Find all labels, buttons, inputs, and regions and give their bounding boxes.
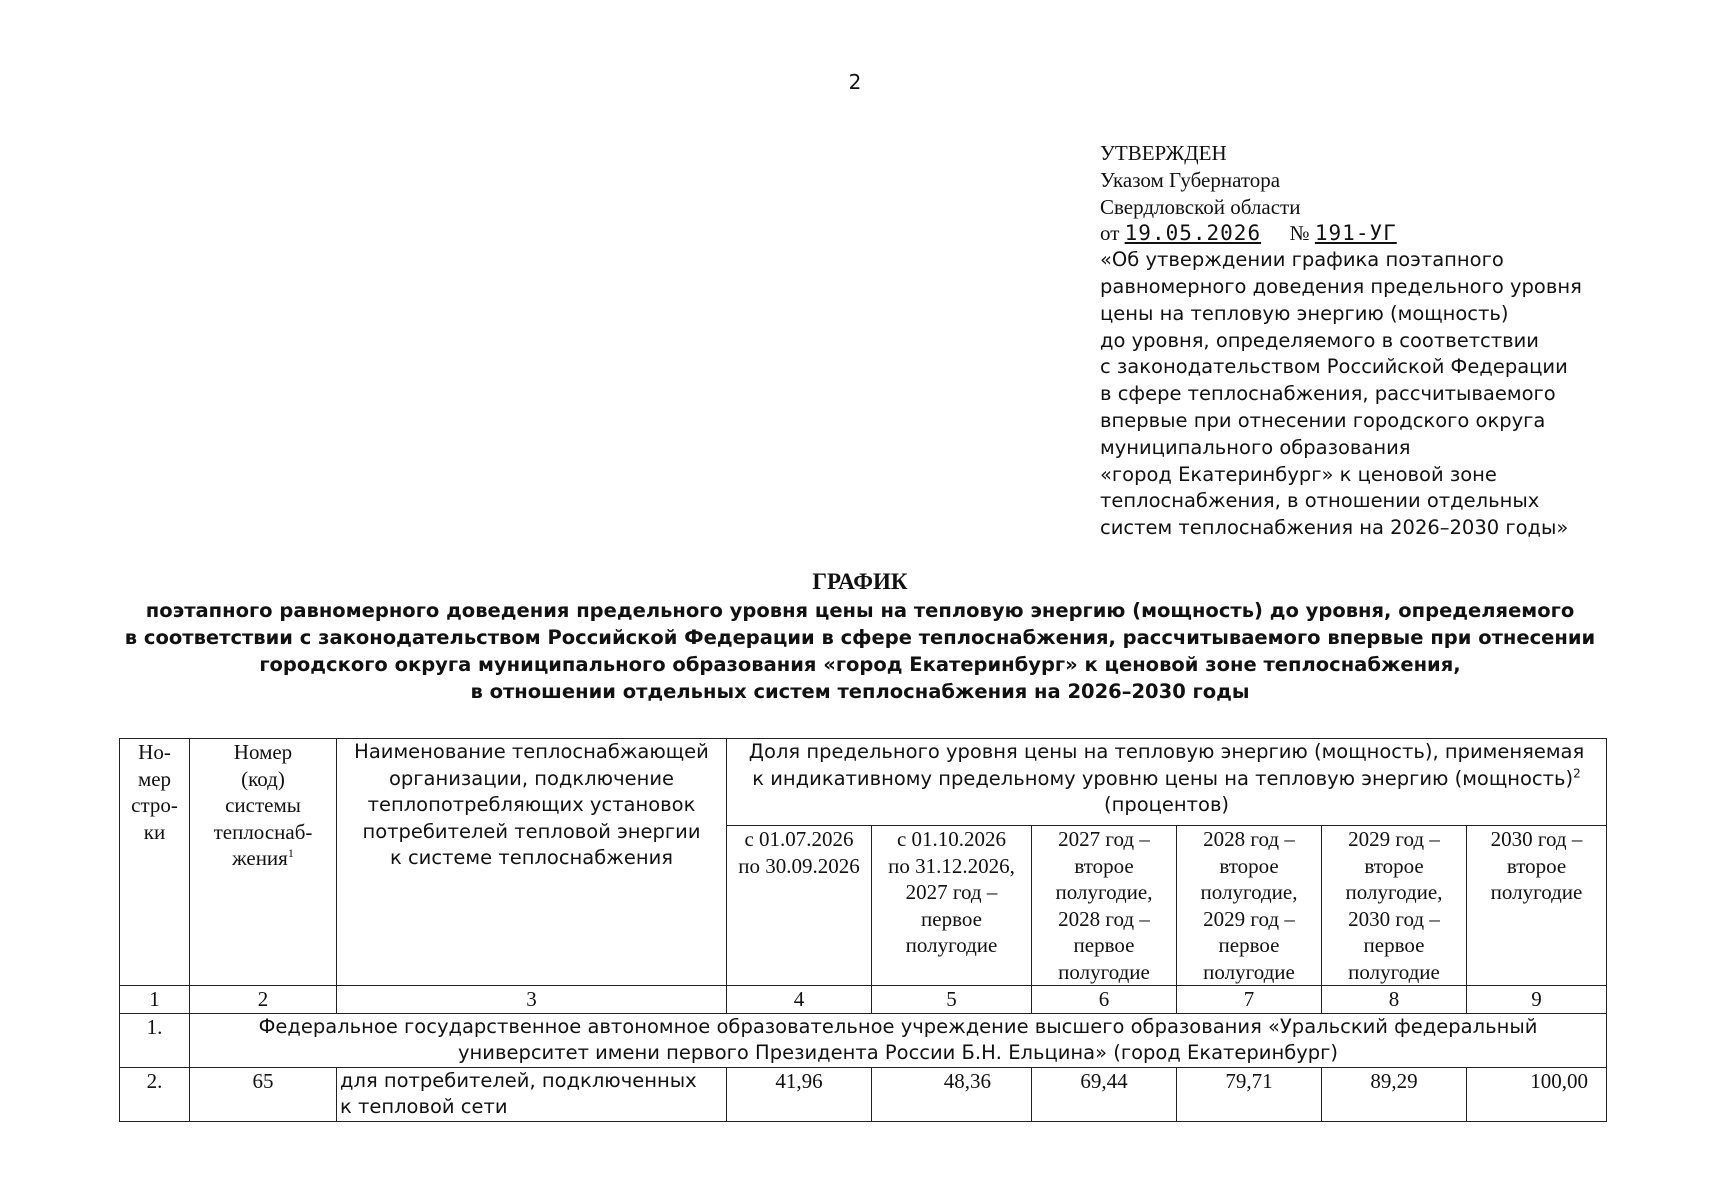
resolution-line: муниципального образования — [1100, 435, 1411, 459]
header-period: с 01.07.2026 по 30.09.2026 — [727, 826, 872, 986]
column-number: 5 — [872, 986, 1032, 1014]
table-row — [120, 1067, 1607, 1121]
resolution-line: теплоснабжения, в отношении отдельных — [1100, 489, 1540, 513]
resolution-line: цены на тепловую энергию (мощность) — [1100, 301, 1509, 325]
share-value: 48,36 — [872, 1067, 1032, 1121]
column-number: 8 — [1322, 986, 1467, 1014]
resolution-line: равномерного доведения предельного уровня — [1100, 274, 1582, 298]
table-row — [120, 1013, 1607, 1067]
header-period: 2030 год – второе полугодие — [1467, 826, 1607, 986]
schedule-table — [119, 738, 1607, 1122]
column-number: 7 — [1177, 986, 1322, 1014]
share-value: 41,96 — [727, 1067, 872, 1121]
approval-stamp — [1100, 140, 1640, 542]
document-title — [120, 567, 1600, 705]
header-period: 2029 год – второе полугодие, 2030 год – первое полугодие — [1322, 826, 1467, 986]
header-row-number: Но- мер стро- ки — [120, 739, 190, 986]
page-number: 2 — [848, 70, 862, 94]
header-share-group: Доля предельного уровня цены на тепловую энергию (мощность), применяемая к индикативному предельному уровню цены на тепловую энергию (мощность)$^2$ (процентов) — [727, 739, 1607, 826]
share-value: 79,71 — [1177, 1067, 1322, 1121]
header-period: с 01.10.2026 по 31.12.2026, 2027 год – первое полугодие — [872, 826, 1032, 986]
approval-status: УТВЕРЖДЕН — [1100, 141, 1227, 165]
resolution-line: систем теплоснабжения на 2026–2030 годы» — [1100, 516, 1569, 540]
column-number: 9 — [1467, 986, 1607, 1014]
title-line: в отношении отдельных систем теплоснабжения на 2026–2030 годы — [470, 680, 1250, 703]
share-value: 69,44 — [1032, 1067, 1177, 1121]
column-number: 4 — [727, 986, 872, 1014]
number-prefix: № — [1289, 221, 1310, 246]
title-line: в соответствии с законодательством Российской Федерации в сфере теплоснабжения, рассчитываемого впервые при отнесении — [124, 626, 1596, 649]
resolution-line: до уровня, определяемого в соответствии — [1100, 328, 1539, 352]
row-number: 1. — [120, 1013, 190, 1067]
resolution-line: «Об утверждении графика поэтапного — [1100, 248, 1504, 272]
header-period: 2028 год – второе полугодие, 2029 год – первое полугодие — [1177, 826, 1322, 986]
approval-region: Свердловской области — [1100, 194, 1301, 219]
title-line: поэтапного равномерного доведения предельного уровня цены на тепловую энергию (мощность) до уровня, определяемого — [145, 599, 1575, 622]
share-value: 89,29 — [1322, 1067, 1467, 1121]
decree-date: 19.05.2026 — [1124, 221, 1262, 246]
resolution-line: «город Екатеринбург» к ценовой зоне — [1100, 462, 1497, 486]
table-header-row — [120, 739, 1607, 826]
resolution-line: в сфере теплоснабжения, рассчитываемого — [1100, 382, 1556, 406]
row-number: 2. — [120, 1067, 190, 1121]
column-number: 1 — [120, 986, 190, 1014]
header-organization: Наименование теплоснабжающей организации, подключение теплопотребляющих установок потребителей тепловой энергии к системе теплоснабжения — [337, 739, 727, 986]
connection-description: для потребителей, подключенных к тепловой сети — [337, 1067, 727, 1121]
system-code: 65 — [190, 1067, 337, 1121]
resolution-title — [1100, 247, 1640, 542]
approval-decree: Указом Губернатора — [1100, 167, 1281, 192]
date-prefix: от — [1100, 221, 1120, 246]
column-number: 3 — [337, 986, 727, 1014]
share-value: 100,00 — [1467, 1067, 1607, 1121]
column-number: 6 — [1032, 986, 1177, 1014]
approval-date-line — [1100, 220, 1640, 247]
organization-name: Федеральное государственное автономное образовательное учреждение высшего образования «Уральский федеральный университет имени первого Президента России Б.Н. Ельцина» (город Екатеринбург) — [190, 1013, 1607, 1067]
header-period: 2027 год – второе полугодие, 2028 год – первое полугодие — [1032, 826, 1177, 986]
column-number: 2 — [190, 986, 337, 1014]
resolution-line: впервые при отнесении городского округа — [1100, 408, 1546, 432]
header-system-code: Номер (код) системы теплоснаб- жения$^1$ — [190, 739, 337, 986]
document-heading: ГРАФИК — [812, 569, 908, 594]
decree-number: 191-УГ — [1314, 221, 1397, 246]
column-number-row — [120, 986, 1607, 1014]
resolution-line: с законодательством Российской Федерации — [1100, 355, 1568, 379]
title-line: городского округа муниципального образования «город Екатеринбург» к ценовой зоне теплоснабжения, — [259, 653, 1461, 676]
header-share-unit: (процентов) — [1103, 793, 1230, 816]
